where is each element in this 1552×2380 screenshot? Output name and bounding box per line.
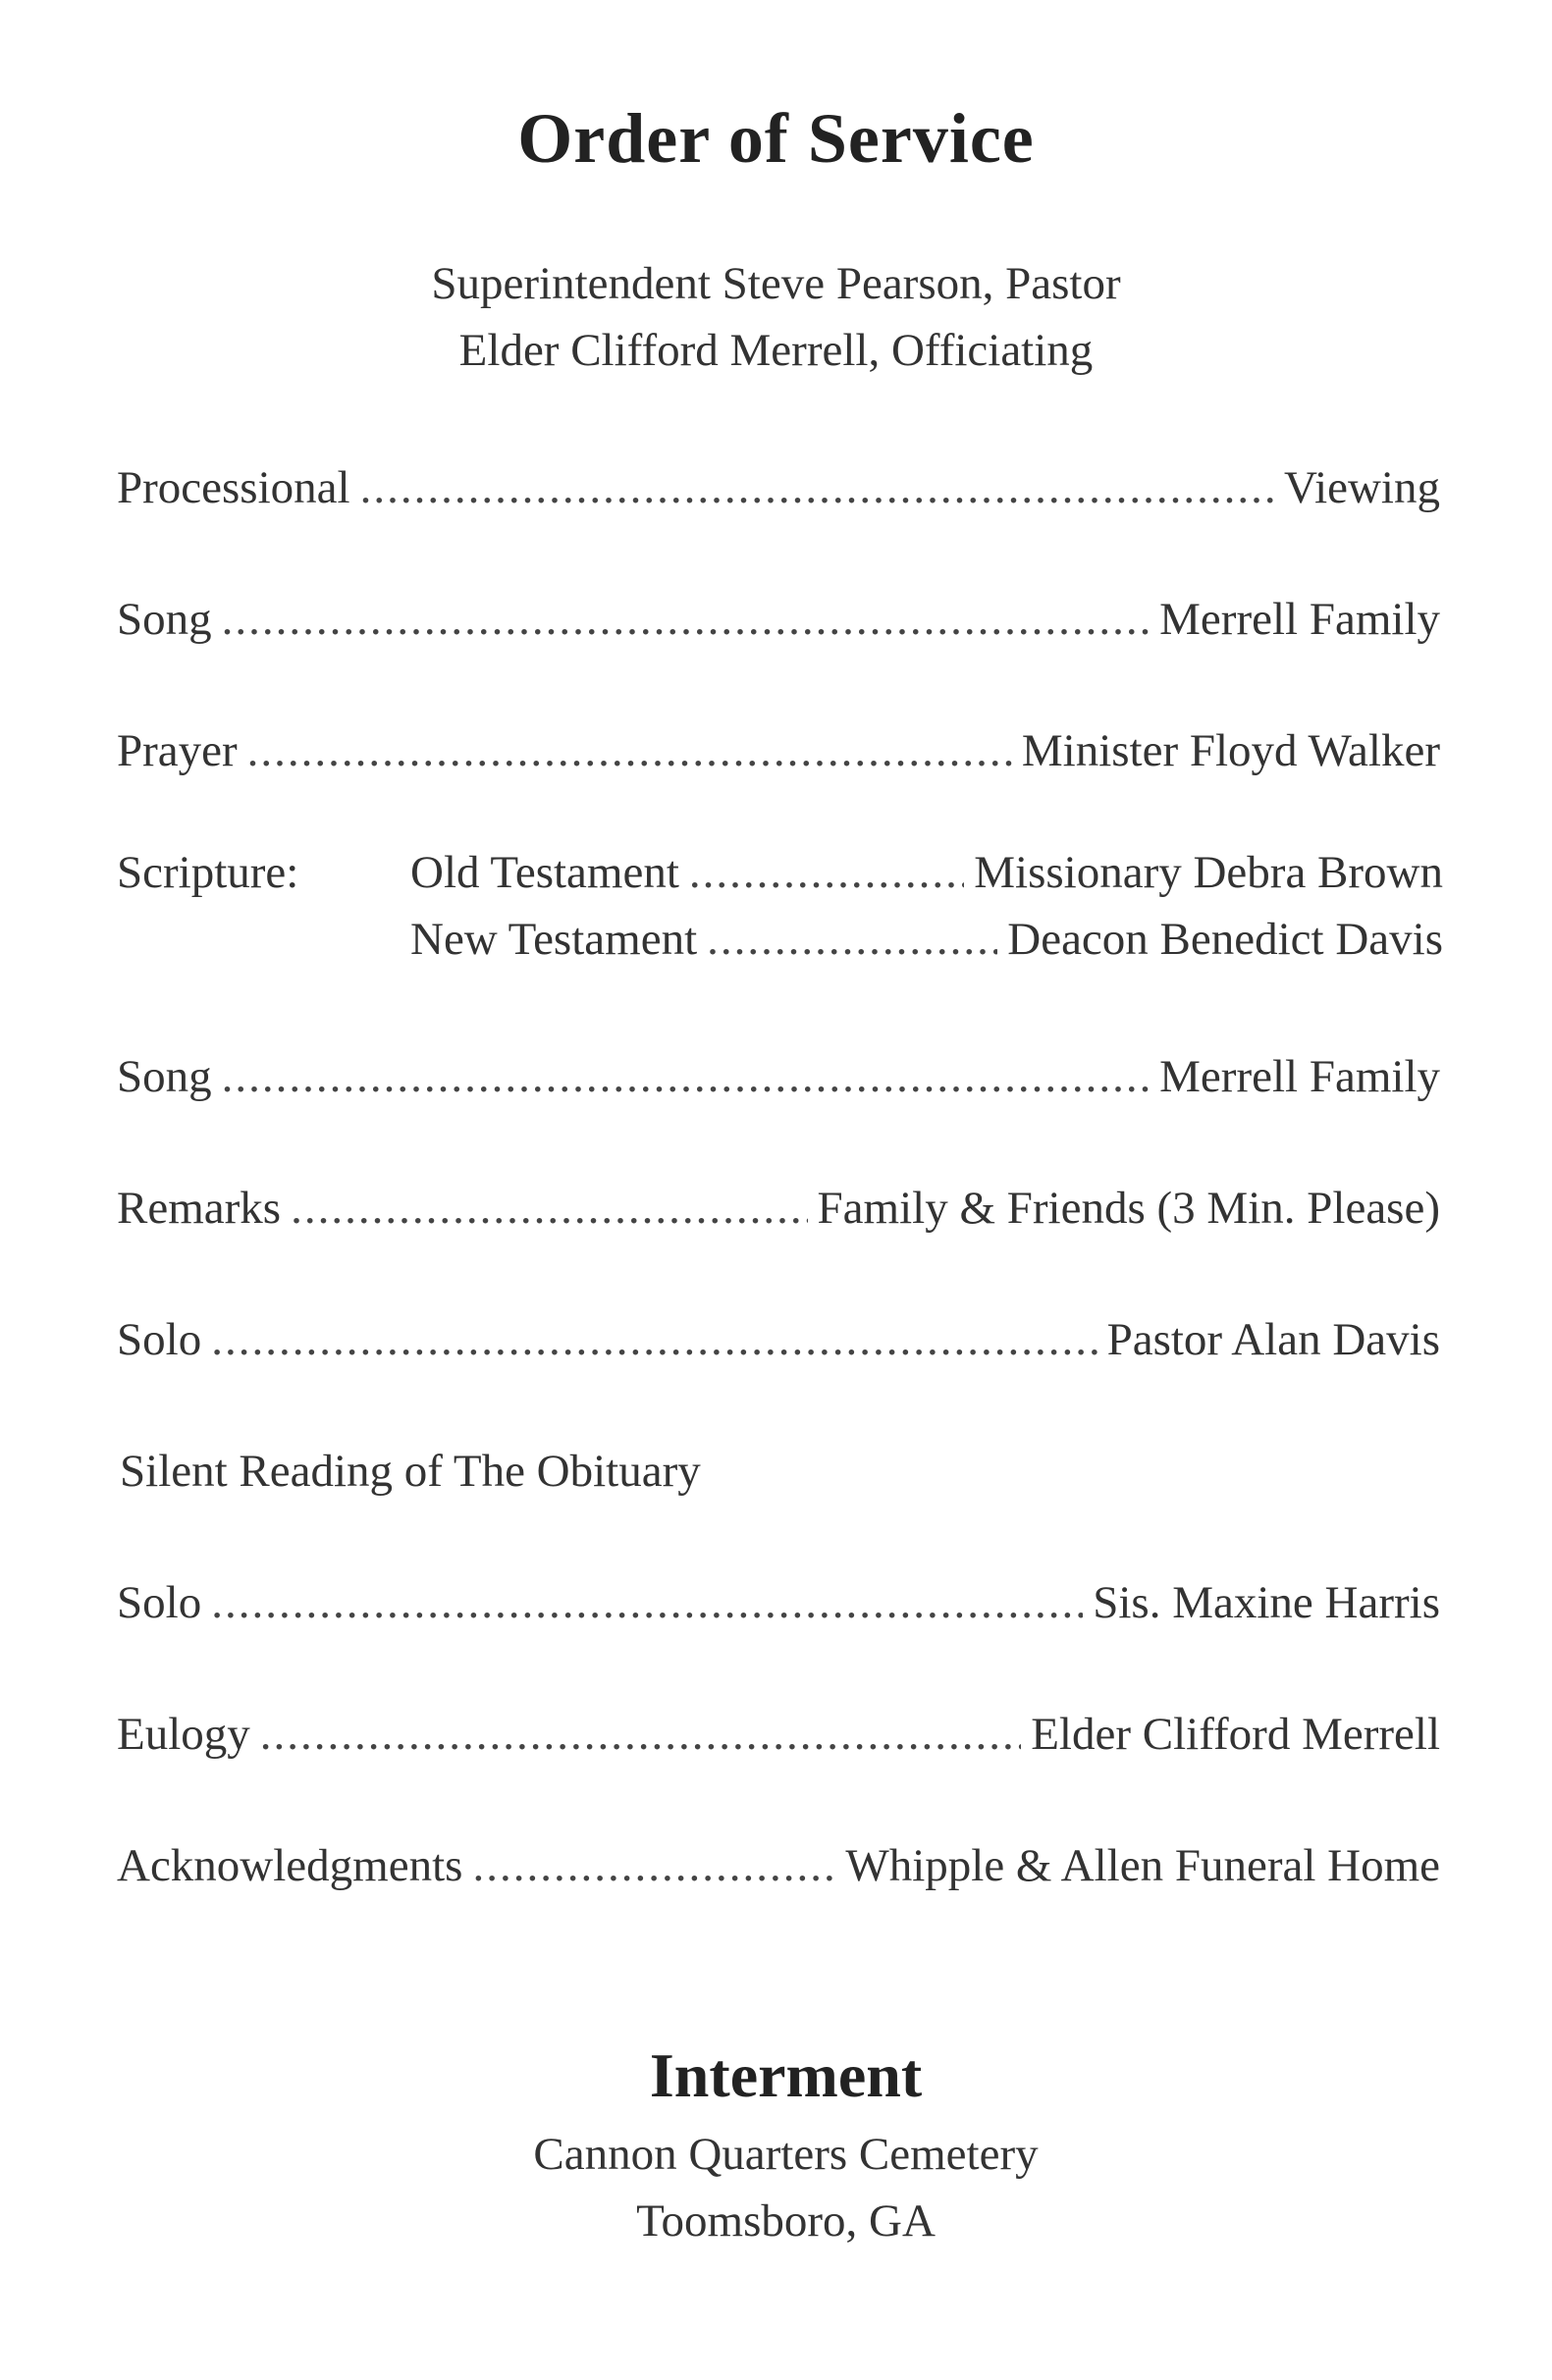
program-item-label: Song: [117, 594, 212, 645]
pastor-line: Superintendent Steve Pearson, Pastor: [431, 258, 1121, 309]
dot-leader: [211, 1313, 1097, 1366]
program-item-song-2: [117, 1050, 1440, 1103]
dot-leader: [211, 1576, 1083, 1629]
officiating-line: Elder Clifford Merrell, Officiating: [458, 325, 1094, 376]
program-item-acknowledgments: [117, 1839, 1440, 1892]
scripture-reading-value: Deacon Benedict Davis: [1007, 914, 1443, 965]
program-item-value: Whipple & Allen Funeral Home: [845, 1840, 1440, 1891]
program-item-label: Solo: [117, 1577, 202, 1628]
program-item-silent-reading: Silent Reading of The Obituary: [120, 1446, 701, 1497]
scripture-reading-label: Old Testament: [410, 847, 679, 898]
program-item-label: Solo: [117, 1314, 202, 1365]
program-item-prayer: [117, 724, 1440, 777]
dot-leader: [247, 724, 1012, 777]
program-item-label: Processional: [117, 462, 350, 513]
program-item-value: Viewing: [1283, 462, 1440, 513]
scripture-reading-value: Missionary Debra Brown: [974, 847, 1443, 898]
program-item-value: Pastor Alan Davis: [1106, 1314, 1440, 1365]
program-item-song: [117, 593, 1440, 646]
scripture-label: Scripture:: [117, 847, 299, 898]
program-item-processional: [117, 461, 1440, 514]
scripture-old-testament: [410, 846, 1443, 899]
program-item-remarks: [117, 1182, 1440, 1235]
program-item-eulogy: [117, 1708, 1440, 1761]
scripture-new-testament: [410, 913, 1443, 966]
program-item-label: Acknowledgments: [117, 1840, 463, 1891]
program-item-value: Sis. Maxine Harris: [1093, 1577, 1440, 1628]
program-item-value: Family & Friends (3 Min. Please): [817, 1183, 1440, 1234]
dot-leader: [707, 913, 997, 966]
dot-leader: [260, 1708, 1021, 1761]
program-item-value: Merrell Family: [1159, 594, 1440, 645]
program-item-value: Merrell Family: [1159, 1051, 1440, 1102]
dot-leader: [689, 846, 964, 899]
program-item-label: Song: [117, 1051, 212, 1102]
interment-title: Interment: [649, 2040, 923, 2110]
program-item-value: Minister Floyd Walker: [1021, 725, 1440, 776]
dot-leader: [472, 1839, 835, 1892]
dot-leader: [360, 461, 1274, 514]
program-item-solo: [117, 1313, 1440, 1366]
dot-leader: [222, 593, 1151, 646]
program-item-value: Elder Clifford Merrell: [1031, 1709, 1440, 1760]
dot-leader: [291, 1182, 807, 1235]
program-item-label: Remarks: [117, 1183, 282, 1234]
program-item-label: Prayer: [117, 725, 238, 776]
dot-leader: [222, 1050, 1151, 1103]
scripture-reading-label: New Testament: [410, 914, 698, 965]
interment-cemetery: Cannon Quarters Cemetery: [533, 2129, 1039, 2180]
interment-location: Toomsboro, GA: [636, 2195, 936, 2247]
program-item-label: Eulogy: [117, 1709, 250, 1760]
program-item-solo-2: [117, 1576, 1440, 1629]
page-title: Order of Service: [517, 99, 1035, 178]
